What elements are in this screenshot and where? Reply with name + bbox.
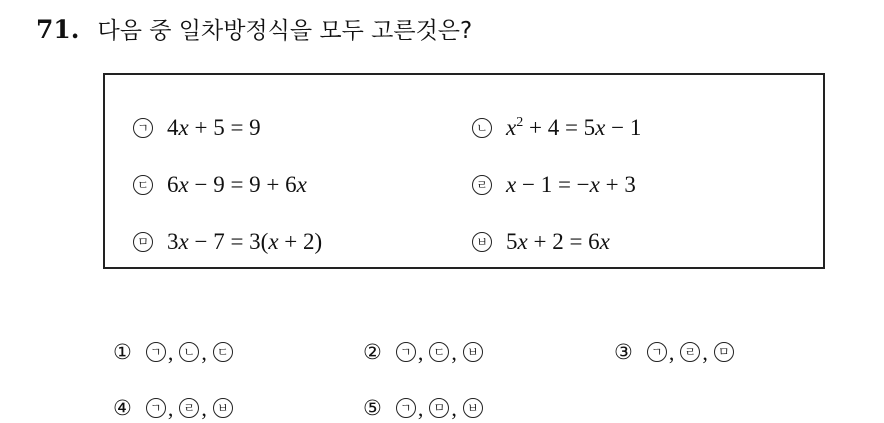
statement-equation: 5x + 2 = 6x bbox=[506, 229, 610, 254]
circled-letter-marker bbox=[133, 232, 153, 252]
comma-separator: , bbox=[451, 396, 457, 421]
circled-letter-marker bbox=[472, 175, 492, 195]
circled-letter-marker bbox=[179, 398, 199, 418]
circled-letter-marker bbox=[647, 342, 667, 362]
choice-number: ① bbox=[113, 340, 132, 364]
statement-equation: $x^2 + 4 = 5x - 1$ bbox=[506, 115, 642, 140]
comma-separator: , bbox=[417, 340, 424, 365]
circled-letter-marker bbox=[463, 398, 483, 418]
question-header bbox=[36, 12, 472, 48]
comma-separator: , bbox=[417, 396, 424, 421]
statement-equation: 6x − 9 = 9 + 6x bbox=[167, 172, 307, 197]
circled-letter-marker bbox=[680, 342, 700, 362]
question-number: 71. bbox=[36, 15, 80, 44]
statement-item bbox=[133, 229, 322, 255]
circled-letter-marker bbox=[396, 342, 416, 362]
comma-separator: , bbox=[668, 340, 675, 365]
choice-number: ⑤ bbox=[363, 396, 382, 420]
circled-letter-marker bbox=[396, 398, 416, 418]
answer-choice[interactable] bbox=[614, 340, 734, 364]
statement-item bbox=[133, 115, 261, 141]
circled-letter-marker bbox=[213, 342, 233, 362]
comma-separator: , bbox=[451, 340, 457, 365]
answer-choice[interactable] bbox=[363, 340, 483, 364]
statement-item bbox=[133, 172, 307, 198]
choice-number: ④ bbox=[113, 396, 132, 420]
comma-separator: , bbox=[167, 340, 174, 365]
comma-separator: , bbox=[201, 396, 207, 421]
choice-number: ③ bbox=[614, 340, 633, 364]
circled-letter-marker bbox=[472, 118, 492, 138]
statement-item bbox=[472, 115, 641, 141]
statement-equation: 4x + 5 = 9 bbox=[167, 115, 261, 140]
circled-letter-marker bbox=[472, 232, 492, 252]
question-text: 다음 중 일차방정식을 모두 고른것은? bbox=[97, 18, 473, 44]
statement-box bbox=[103, 73, 825, 269]
circled-letter-marker bbox=[133, 175, 153, 195]
circled-letter-marker bbox=[463, 342, 483, 362]
statement-item bbox=[472, 229, 610, 255]
circled-letter-marker bbox=[179, 342, 199, 362]
statement-equation: x − 1 = −x + 3 bbox=[506, 172, 636, 197]
answer-choice[interactable] bbox=[113, 396, 233, 420]
statement-equation: 3x − 7 = 3(x + 2) bbox=[167, 229, 323, 254]
circled-letter-marker bbox=[146, 342, 166, 362]
circled-letter-marker bbox=[146, 398, 166, 418]
statement-item bbox=[472, 172, 636, 198]
circled-letter-marker bbox=[429, 342, 449, 362]
circled-letter-marker bbox=[213, 398, 233, 418]
comma-separator: , bbox=[702, 340, 708, 365]
answer-choice[interactable] bbox=[363, 396, 483, 420]
circled-letter-marker bbox=[133, 118, 153, 138]
circled-letter-marker bbox=[429, 398, 449, 418]
choice-number: ② bbox=[363, 340, 382, 364]
answer-choice[interactable] bbox=[113, 340, 233, 364]
comma-separator: , bbox=[201, 340, 207, 365]
circled-letter-marker bbox=[714, 342, 734, 362]
comma-separator: , bbox=[167, 396, 174, 421]
